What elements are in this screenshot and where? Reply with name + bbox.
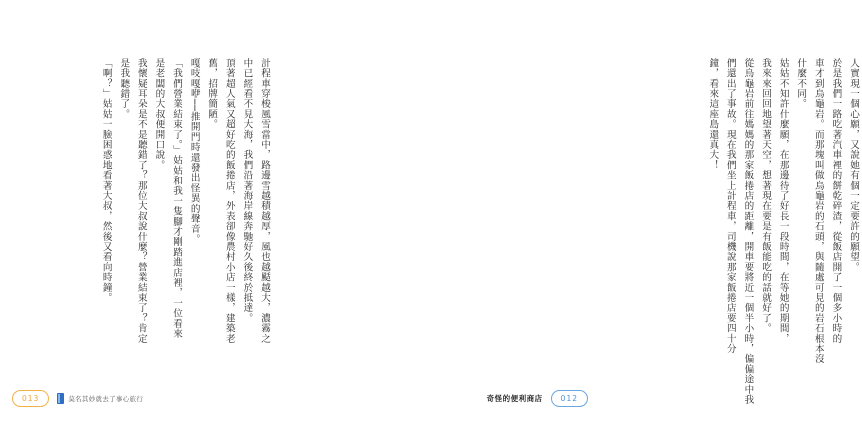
body-column: 是老闆的大叔便開口說。 [153, 58, 165, 171]
body-column: 是我聽錯了。 [118, 58, 130, 120]
page-number: 012 [551, 390, 588, 407]
body-column: 們還出了事故。現在我們坐上計程車，司機說那家飯捲店要四十分 [724, 58, 736, 354]
body-column: 什麼不同。 [795, 58, 807, 109]
right-page-body [622, 58, 862, 405]
series-title: 莫名其妙就去了事心旅行 [68, 394, 144, 403]
body-column: 舊，招牌簡陋。 [206, 58, 218, 130]
body-column: 我來來回回地望著天空，想著現在要是有飯能吃的話就好了。 [760, 58, 772, 334]
chapter-title: 奇怪的便利商店 [486, 393, 543, 403]
left-page-footer [12, 388, 143, 408]
body-column: 於是我們一路吃著汽車裡的餅乾碎渣，從飯店開了一個多小時的 [830, 58, 842, 344]
body-column: 人實現一個心願，又說她有個一定要許的願望。 [848, 58, 859, 273]
body-column: 我懷疑耳朵是不是聽錯了？那位大叔說什麼？營業結束了？肯定 [135, 58, 147, 344]
body-column: 車才到烏龜岩。而那塊叫做烏龜岩的石頭，與隨處可見的岩石根本沒 [812, 58, 824, 364]
right-page [300, 0, 859, 425]
book-icon [57, 393, 64, 404]
body-column: 頂著超人氣又超好吃的飯捲店，外表卻像農村小店一樣，建築老 [223, 58, 235, 344]
body-column: 鐘，看來這座島還真大！ [707, 58, 719, 171]
body-column: 計程車穿梭風雪當中，路邊雪越積越厚，風也越颳越大，濃霧之 [259, 58, 270, 344]
body-column: 嘎吱嘎咿──推開門時還發出怪異的聲音。 [188, 58, 200, 245]
body-column: 姑姑不知許什麼願，在那邊待了好長一段時間，在等她的期間， [777, 58, 789, 344]
body-column: 中已經看不見大海，我們沿著海岸線奔馳好久後終於抵達。 [241, 58, 253, 324]
body-column: 「啊？」姑姑一臉困惑地看著大叔，然後又看向時鐘。 [100, 58, 112, 303]
body-column: 從烏龜岩前往媽媽的那家飯捲店的距離，開車要將近一個半小時，偏偏途中我 [742, 58, 754, 405]
left-page [0, 0, 300, 425]
left-page-body [55, 58, 273, 344]
right-page-footer [487, 388, 588, 408]
body-column: 「我們營業結束了。」姑姑和我一隻腳才剛踏進店裡，一位看來 [171, 58, 183, 339]
page-number: 013 [12, 390, 49, 407]
